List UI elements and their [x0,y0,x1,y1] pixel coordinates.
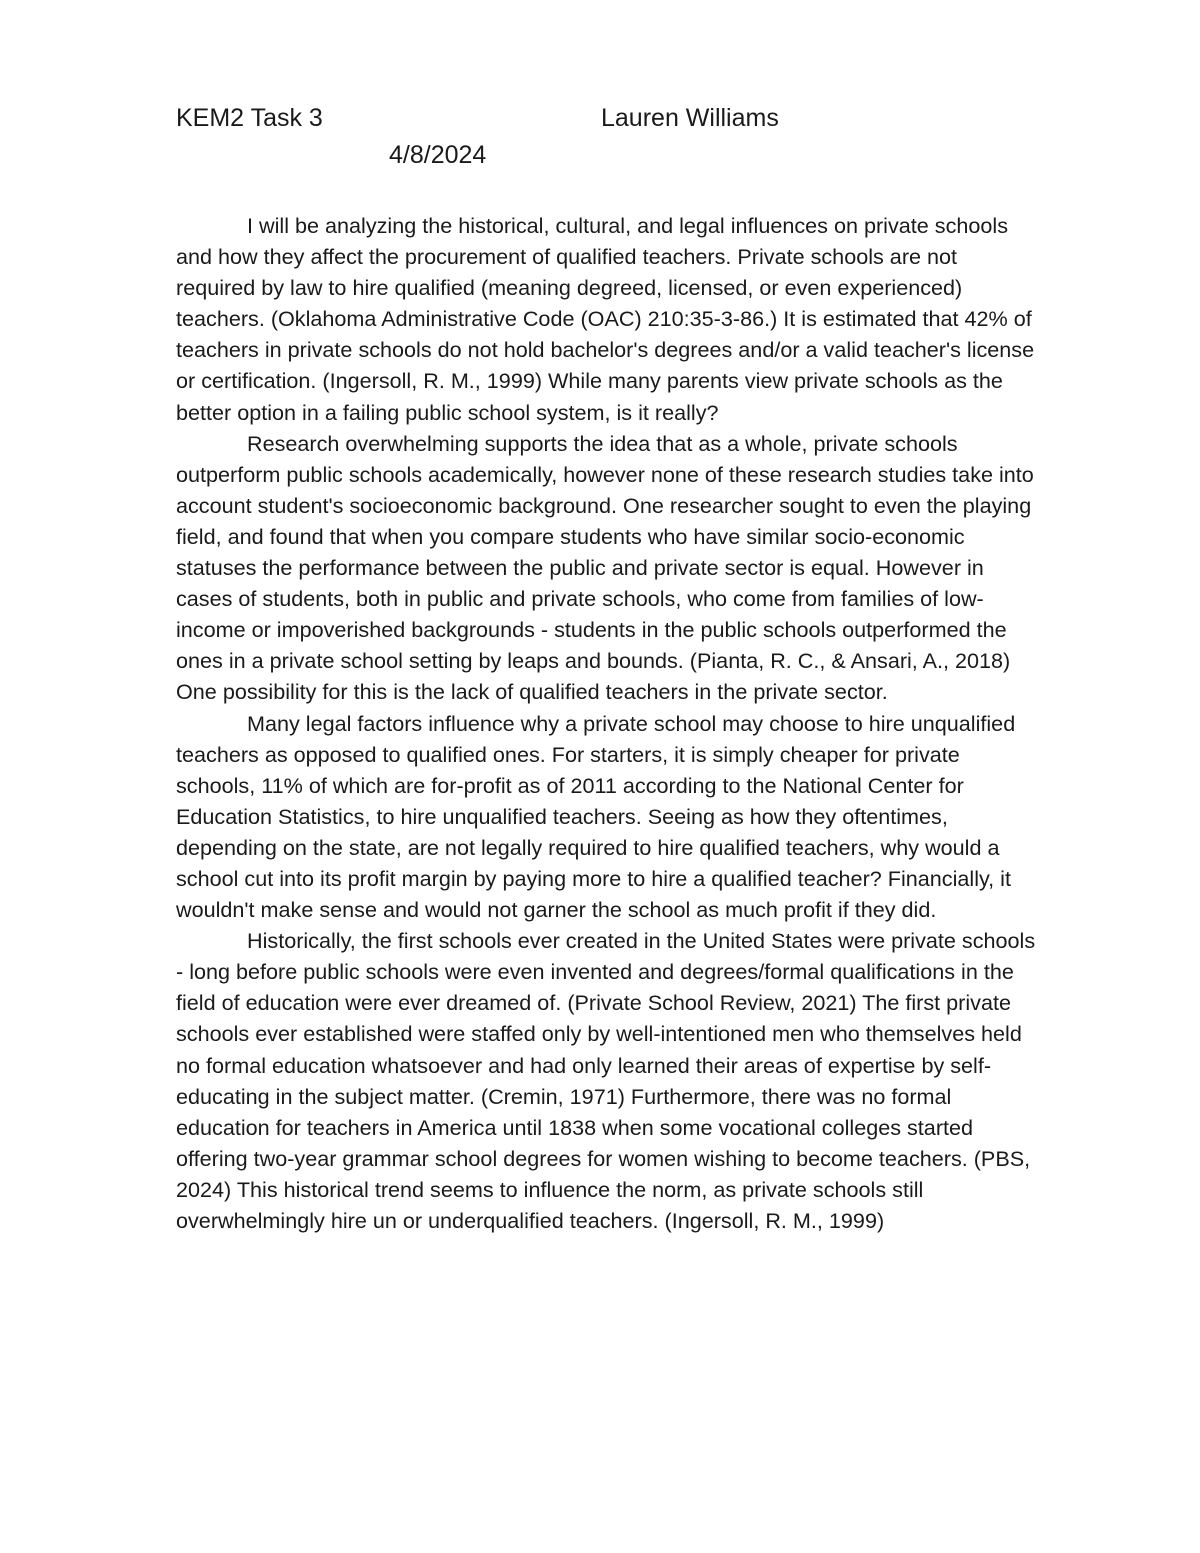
document-body [176,210,1036,1236]
paragraph-research: Research overwhelming supports the idea that as a whole, private schools outperform public schools academically, however none of these research studies take into account student's socioeconomic background. One researcher sought to even the playing field, and found that when you compare students who have similar socio-economic statuses the performance between the public and private sector is equal. However in cases of students, both in public and private schools, who come from families of low-income or impoverished backgrounds - students in the public schools outperformed the ones in a private school setting by leaps and bounds. (Pianta, R. C., & Ansari, A., 2018) One possibility for this is the lack of qualified teachers in the private sector. [176,430,1034,705]
paragraph-legal-factors: Many legal factors influence why a private school may choose to hire unqualified teachers as opposed to qualified ones. For starters, it is simply cheaper for private schools, 11% of which are for-profit as of 2011 according to the National Center for Education Statistics, to hire unqualified teachers. Seeing as how they oftentimes, depending on the state, are not legally required to hire qualified teachers, why would a school cut into its profit margin by paying more to hire a qualified teacher? Financially, it wouldn't make sense and would not garner the school as much profit if they did. [176,710,1016,923]
document-date: 4/8/2024 [389,141,487,169]
paragraph-introduction: I will be analyzing the historical, cultural, and legal influences on private schools and how they affect the procurement of qualified teachers. Private schools are not required by law to hire qualified (meaning degreed, licensed, or even experienced) teachers. (Oklahoma Administrative Code (OAC) 210:35-3-86.) It is estimated that 42% of teachers in private schools do not hold bachelor's degrees and/or a valid teacher's license or certification. (Ingersoll, R. M., 1999) While many parents view private schools as the better option in a failing public school system, is it really? [176,213,1035,425]
document-title: KEM2 Task 3 [176,104,323,132]
paragraph-historical: Historically, the first schools ever created in the United States were private schools - long before public schools were even invented and degrees/formal qualifications in the field of education were ever dreamed of. (Private School Review, 2021) The first private schools ever established were staffed only by well-intentioned men who themselves held no formal education whatsoever and had only learned their areas of expertise by self-educating in the subject matter. (Cremin, 1971) Furthermore, there was no formal education for teachers in America until 1838 when some vocational colleges started offering two-year grammar school degrees for women wishing to become teachers. (PBS, 2024) This historical trend seems to influence the norm, as private schools still overwhelmingly hire un or underqualified teachers. (Ingersoll, R. M., 1999) [176,928,1036,1233]
author-name: Lauren Williams [601,104,779,132]
